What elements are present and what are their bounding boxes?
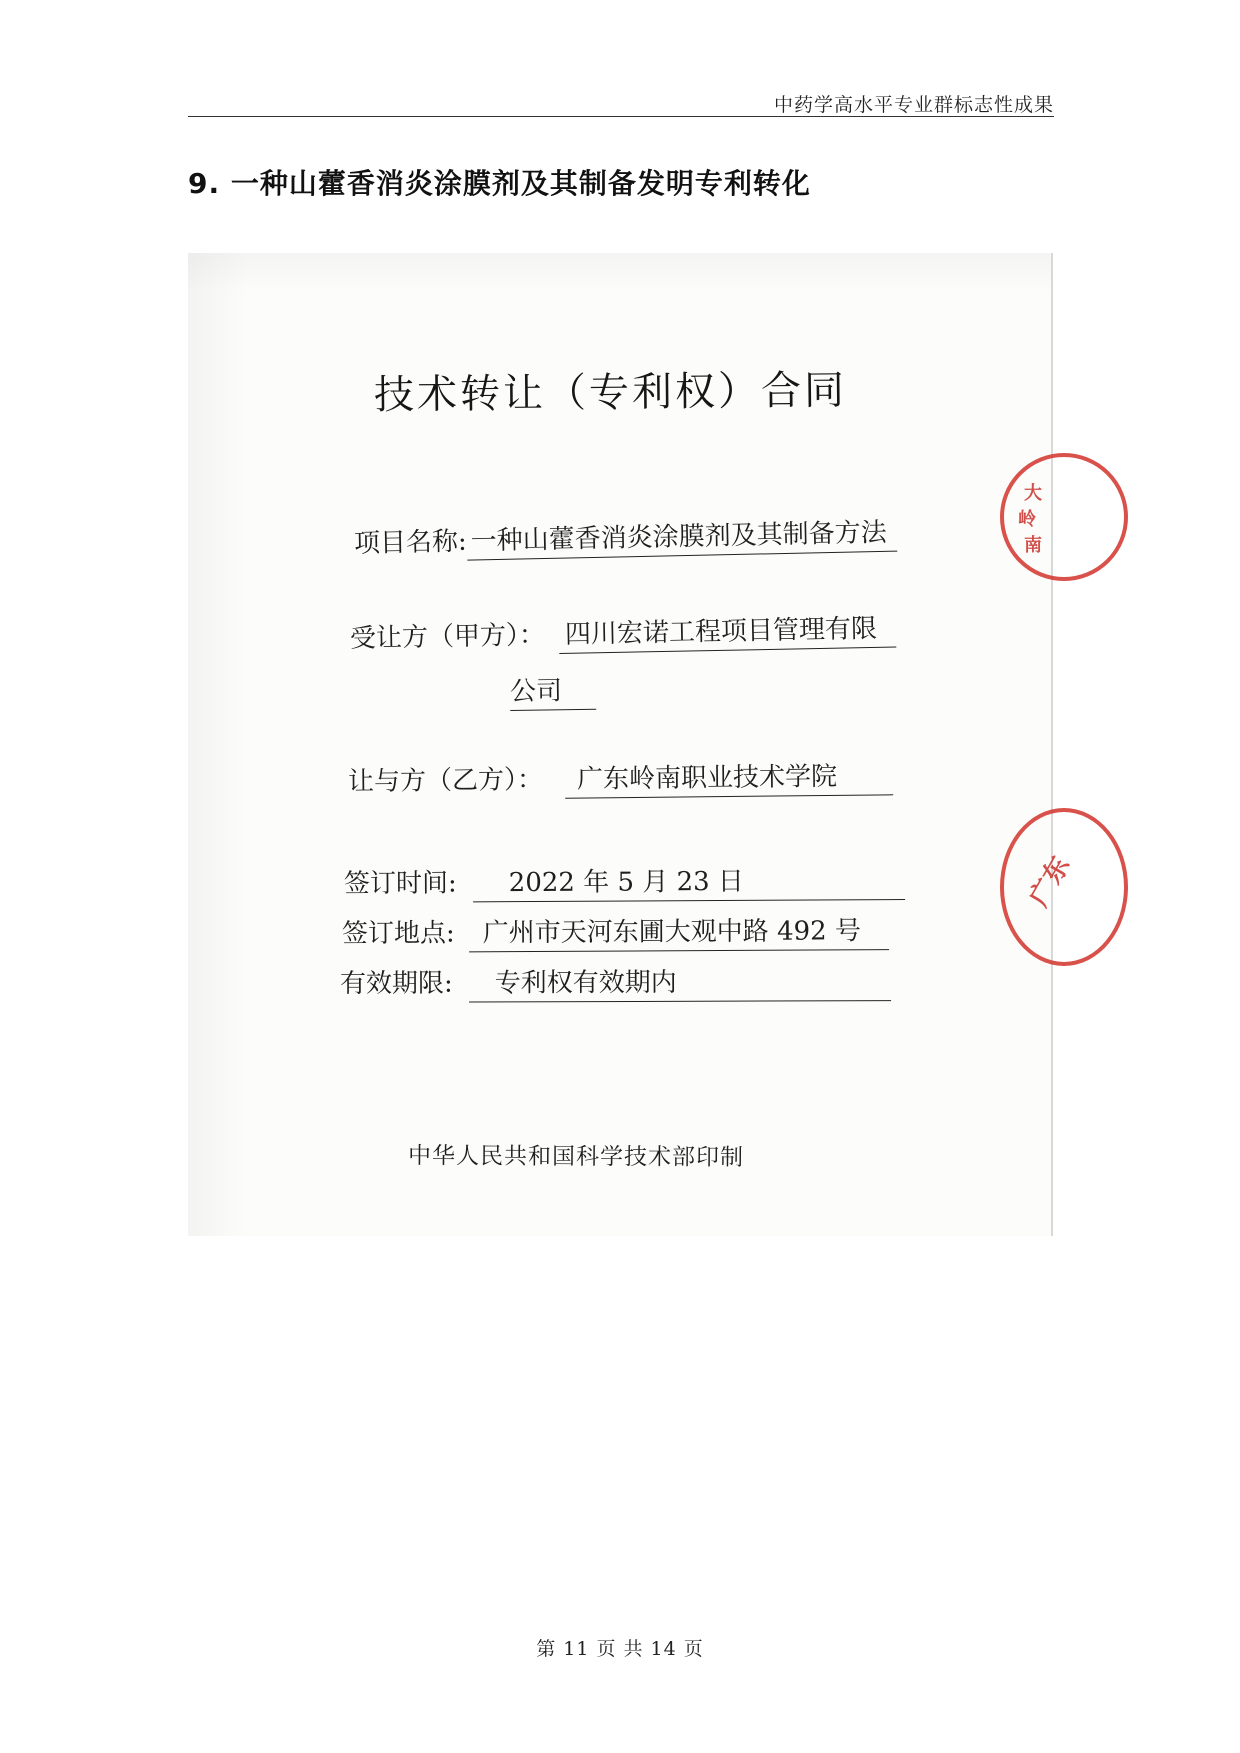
red-seal-top bbox=[1000, 453, 1128, 581]
seal-text: 广东 bbox=[1024, 851, 1077, 912]
red-seal-bottom bbox=[1000, 808, 1128, 966]
transferee-field-continued bbox=[510, 670, 597, 711]
section-title: 9. 一种山藿香消炎涂膜剂及其制备发明专利转化 bbox=[188, 167, 811, 200]
contract-scan-image bbox=[188, 253, 1077, 1236]
project-name-value: 一种山藿香消炎涂膜剂及其制备方法 bbox=[466, 512, 897, 561]
signing-date-field bbox=[344, 860, 905, 903]
validity-label: 有效期限: bbox=[339, 968, 453, 999]
transferee-label: 受让方（甲方）： bbox=[349, 620, 546, 654]
scan-shadow-top bbox=[188, 253, 1053, 293]
signing-place-label: 签订地点: bbox=[341, 918, 455, 949]
project-name-field bbox=[354, 512, 897, 563]
transferor-field bbox=[348, 755, 893, 801]
seal-char: 南 bbox=[1024, 535, 1042, 556]
header-divider bbox=[188, 116, 1054, 117]
seal-char: 岭 bbox=[1018, 509, 1036, 530]
transferee-field bbox=[350, 608, 897, 658]
transferee-value-line2: 公司 bbox=[510, 670, 597, 711]
validity-value: 专利权有效期内 bbox=[469, 961, 891, 1002]
signing-date-value: 2022 年 5 月 23 日 bbox=[473, 860, 905, 902]
contract-publisher: 中华人民共和国科学技术部印制 bbox=[407, 1143, 745, 1171]
page-number: 第 11 页 共 14 页 bbox=[536, 1638, 704, 1660]
scan-page-edge bbox=[1051, 253, 1053, 1236]
transferee-value-line1: 四川宏诺工程项目管理有限 bbox=[559, 608, 897, 654]
page-header: 中药学高水平专业群标志性成果 bbox=[773, 94, 1054, 116]
signing-date-label: 签订时间: bbox=[343, 868, 457, 899]
signing-place-value: 广州市天河东圃大观中路 492 号 bbox=[469, 910, 889, 952]
validity-field bbox=[340, 961, 891, 1003]
signing-place-field bbox=[342, 910, 889, 953]
seal-char: 大 bbox=[1024, 483, 1042, 504]
transferor-label: 让与方（乙方）： bbox=[347, 764, 544, 797]
transferor-value: 广东岭南职业技术学院 bbox=[565, 755, 893, 798]
project-name-label: 项目名称: bbox=[353, 526, 468, 559]
contract-title: 技术转让（专利权）合同 bbox=[373, 367, 848, 419]
